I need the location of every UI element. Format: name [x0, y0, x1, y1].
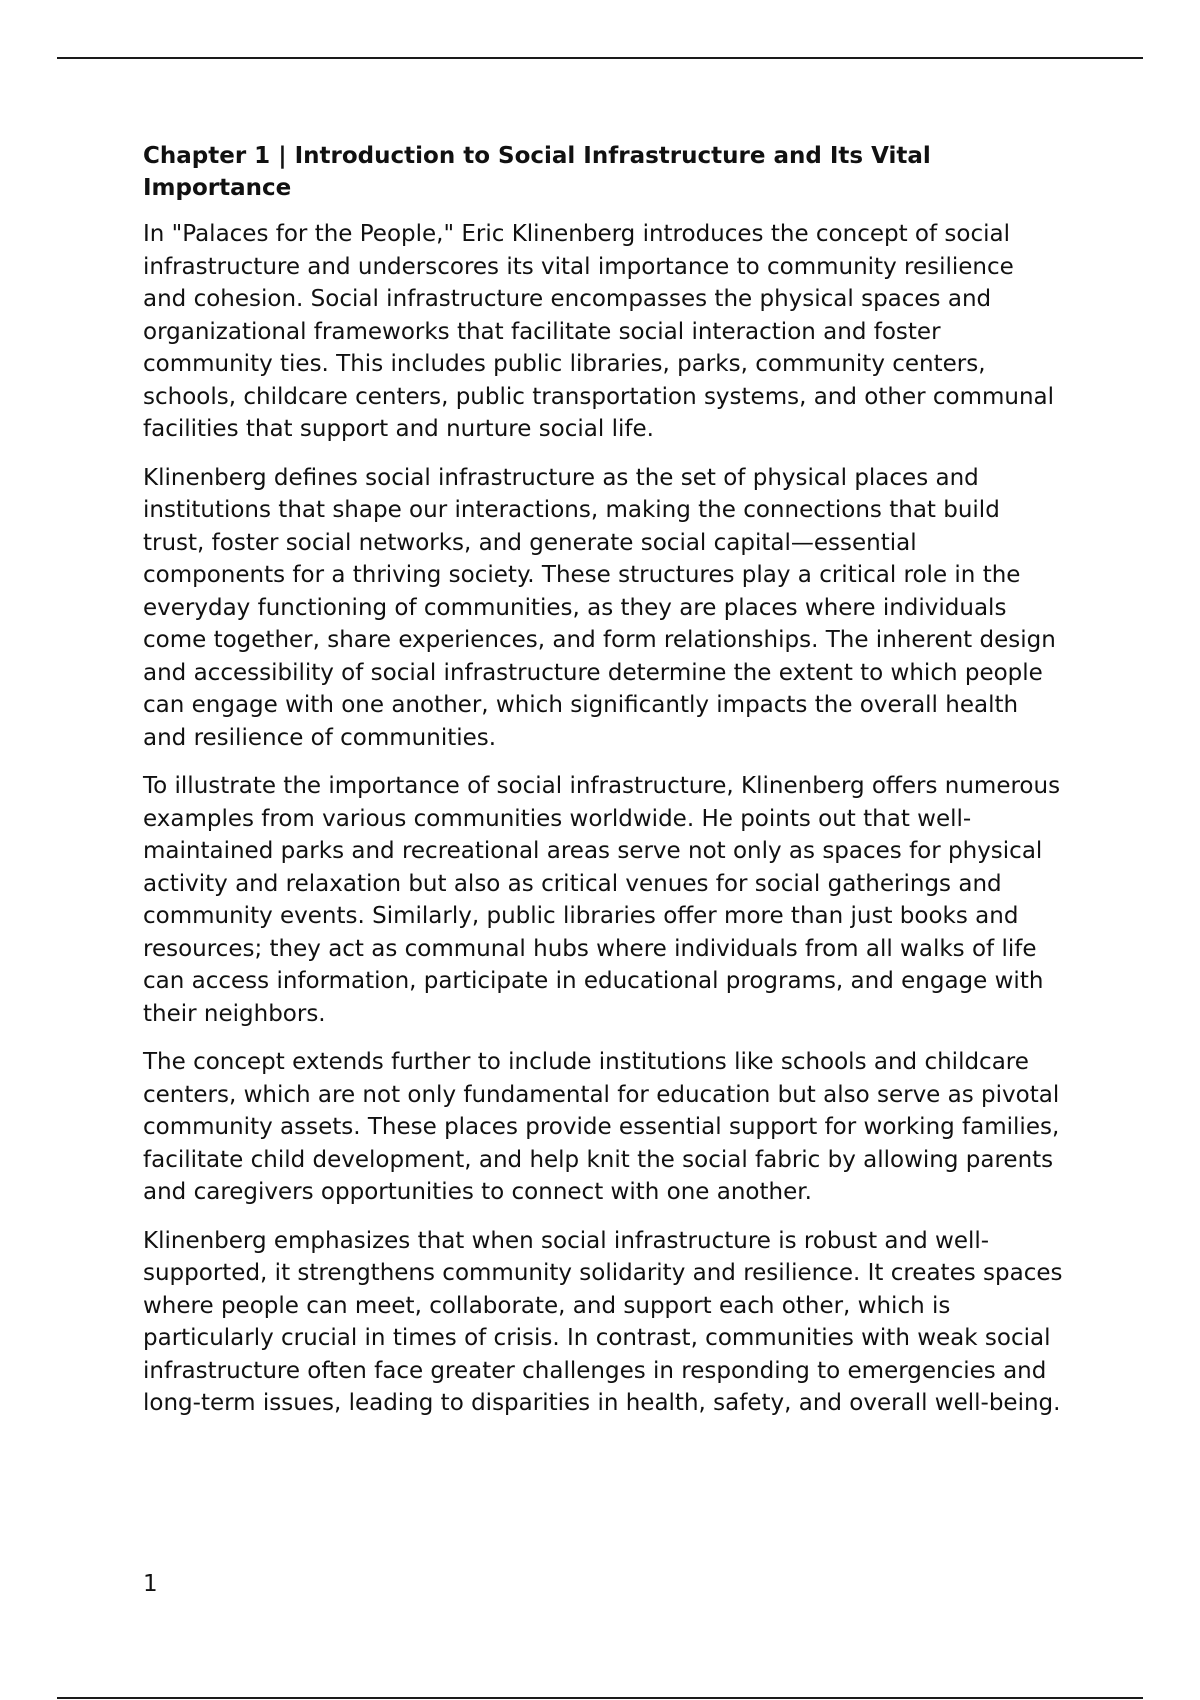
bottom-rule	[57, 1697, 1143, 1699]
paragraph-4: The concept extends further to include institutions like schools and childcare centers, which are not only fundamental for education but also serve as pivotal community assets. These places provide essential support for working families, facilitate child development, and help knit the social fabric by allowing parents and caregivers opportunities to connect with one another.	[143, 1049, 1060, 1205]
page-number: 1	[143, 1571, 158, 1597]
chapter-title: Chapter 1 | Introduction to Social Infrastructure and Its Vital Importance	[143, 143, 931, 201]
paragraph-2: Klinenberg defines social infrastructure as the set of physical places and institutions that shape our interactions, making the connections that build trust, foster social networks, and generate social capital—essential components for a thriving society. These structures play a critical role in the everyday functioning of communities, as they are places where individuals come together, share experiences, and form relationships. The inherent design and accessibility of social infrastructure determine the extent to which people can engage with one another, which significantly impacts the overall health and resilience of communities.	[143, 464, 1056, 751]
paragraph-1: In "Palaces for the People," Eric Klinenberg introduces the concept of social infrastructure and underscores its vital importance to community resilience and cohesion. Social infrastructure encompasses the physical spaces and organizational frameworks that facilitate social interaction and foster community ties. This includes public libraries, parks, community centers, schools, childcare centers, public transportation systems, and other communal facilities that support and nurture social life.	[143, 221, 1055, 442]
top-rule	[57, 57, 1143, 59]
paragraph-3: To illustrate the importance of social infrastructure, Klinenberg offers numerous examples from various communities worldwide. He points out that well-maintained parks and recreational areas serve not only as spaces for physical activity and relaxation but also as critical venues for social gatherings and community events. Similarly, public libraries offer more than just books and resources; they act as communal hubs where individuals from all walks of life can access information, participate in educational programs, and engage with their neighbors.	[143, 773, 1061, 1027]
page-content	[143, 140, 1063, 1436]
paragraph-5: Klinenberg emphasizes that when social infrastructure is robust and well-supported, it strengthens community solidarity and resilience. It creates spaces where people can meet, collaborate, and support each other, which is particularly crucial in times of crisis. In contrast, communities with weak social infrastructure often face greater challenges in responding to emergencies and long-term issues, leading to disparities in health, safety, and overall well-being.	[143, 1227, 1063, 1416]
